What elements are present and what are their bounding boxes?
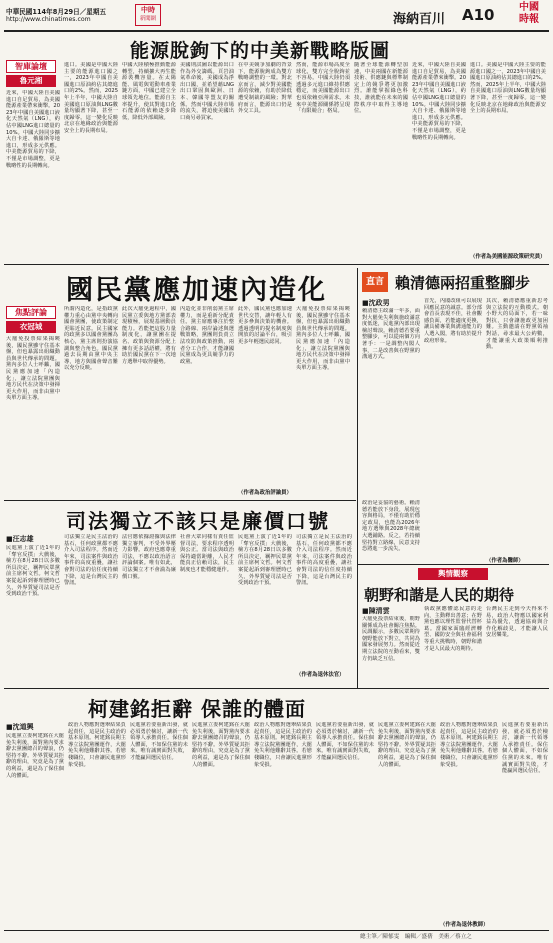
article1-col9: 進口。美國是中國大陸主要的能源進口國之一，2023年中國自美國進口原油約佔其總進口的2%。然而，2025年上半年，中國大陸自美國進口原油與LNG數量均顯著下降，甚至一度歸零。這一變化反映北京在地緣政治與能源安全上的長期布局。 (470, 62, 546, 115)
article1-col1: 近來，中國大陸自美國進口自足貿易，為美國能源產業帶來衝擊。2023年中國自美國進口液化天然氣（LNG），約佔中國LNG進口總量的10%。中國大陸同步擴大自卡達、俄羅斯等地進口，形成多元供應。中美能源貿易的下降，不僅是市場調整，更是戰略性的長期轉向。 (6, 90, 60, 169)
article4-col4: 社會大眾同樣有責任監督司法，要求程序透明與公正。當司法與政治保持適當距離，人民才能真正信賴司法，民主制度也才能穩健運作。 (180, 534, 234, 573)
article6-col1: 民進黨立委柯建銘在大罷免失利後，面對黨內要求辭去黨團總召的聲浪，仍堅持不辭。外界質疑其拒辭的理由，究竟是為了黨的利益，還是為了保住個人的體面。 (6, 733, 64, 779)
masthead-rule (4, 30, 549, 32)
article3-headline: 賴清德兩招重整腳步 (395, 274, 531, 292)
article5-col1: 大罷免投票結束後，朝野關係成為社會關注焦點。民調顯示，多數民眾期待朝野能放下對立，共同為國家發展努力。然而從近期立法院的互動看來，雙方仍缺乏互信。 (362, 616, 420, 662)
article2-headline: 國民黨應加速內造化 (66, 275, 327, 306)
article6-col5: 政治人物應對選舉結果負起責任，這是民主政治的基本原則。柯建銘長期主導立法院黨團運作，大罷免失利他難辭其咎。若戀棧職位，只會讓民進黨形象受損。 (254, 722, 312, 768)
article4-col5: 民進黨上演了近1年的「奪官反撲」大戲後，檢方在8月28日以多數所具決定，羈押民眾黨前主席柯文哲。柯文哲案從起訴到審理歷時已久，外界質疑司法是否受到政治干預。 (238, 534, 292, 587)
article2-bottom-rule (4, 500, 356, 501)
article6-author: ■沈道興 (6, 723, 34, 731)
article2-col5: 此外，國民黨也應加速世代交替，讓年輕人有更多參與決策的機會。透過透明的提名制度與開放的討論平台，吸引更多年輕選民認同。 (238, 306, 292, 345)
article3-col2: 首先，內閣改組可以展現回應民意的誠意。部分部會首長表現不佳，社會觀感負面，若能適度更換，讓具備專業與溝通能力的人選入閣，將有助於提升政府形象。 (424, 298, 482, 344)
article4-col3: 法官應依據證據與法律獨立審判，不受外界壓力影響。政府也應尊重司法，不應以政治語言評論個案。唯有如此，司法獨立才不會淪為廉價口號。 (122, 534, 176, 580)
article5-top-rule (358, 564, 549, 565)
article3-col1: 賴清德主政滿一年多，面對大罷免失利與施政滿意度低迷，民進黨內部出現檢討聲浪。賴清德若要重整腳步，可以從兩個方向著手：一是調整內閣人事，二是改善與在野黨的溝通方式。 (362, 308, 420, 361)
article6-signature: （作者為退休教師） (440, 922, 489, 928)
article4-author: ■汪志雄 (6, 535, 34, 543)
article1-headline: 能源脫鉤下的中美新戰略版圖 (130, 40, 391, 62)
footer-rule (4, 930, 549, 931)
article2-col3: 此次大罷免過程中，國民黨立委與地方黨部表現積極，展現基層動員能力。若能把這股力量制度化，讓黨團在提名、政策與資源分配上擁有更多話語權，將有助於國民黨在下一次地方選舉中取得優勢。 (122, 306, 176, 365)
article3-col5: 政治是妥協的藝術。賴清德若能放下身段，展現包容與格局，不僅有助於穩定政局，也能為2026年地方選舉與2028年總統大選鋪路。反之，若持續堅持對立路線，民意支持恐將進一步流失。 (362, 500, 420, 553)
small-logo-bottom: 新聞網 (139, 16, 157, 22)
article1-col5: 在中美競爭加劇的背景下，能源脫鉤成為雙方戰略調整的一環。對北京而言，減少對美國能源的依賴，有助於降低遭受制裁的風險；對華府而言，能源出口仍是外交工具。 (238, 62, 292, 115)
article6-col7: 民進黨立委柯建銘在大罷免失利後，面對黨內要求辭去黨團總召的聲浪，仍堅持不辭。外界質疑其拒辭的理由，究竟是為了黨的利益，還是為了保住個人的體面。 (378, 722, 436, 768)
article6-col2: 政治人物應對選舉結果負起責任，這是民主政治的基本原則。柯建銘長期主導立法院黨團運作，大罷免失利他難辭其咎。若戀棧職位，只會讓民進黨形象受損。 (68, 722, 126, 768)
article1-col3: 中國大陸積極推動能源轉型，持續擴大再生能源裝機容量。在太陽能、風電與電動車產業鏈方面，中國已建立全球領先地位。能源自主率提升，使其對進口化石能源的依賴逐步降低，降低外部風險。 (122, 62, 176, 121)
article2-col2: 所謂內造化，是指政黨權力重心由黨中央轉向國會黨團，使政策制定更貼近民意。民主國家的政黨多以國會黨團為核心，黨主席則扮演協調與整合角色。國民黨過去長期由黨中央主導，地方與國會聲音難以充分反映。 (64, 306, 118, 372)
article5-col3: 台灣民主走到今天得來不易，政治人物應以國家利益為優先，透過協商與合作化解歧見，才能讓人民安居樂業。 (486, 606, 548, 639)
article6-col6: 民進黨若要重新出發，就必須勇於檢討，讓新一代領導人承擔責任。保住個人體面，不如保住黨的未來。唯有誠實面對失敗，才能贏回選民信任。 (316, 722, 374, 761)
article2-col6: 大罷免投票結果揭曉後，國民黨雖守住基本盤，但也暴露出組織動員與世代傳承的問題。黨內多位人士呼籲，國民黨應加速「內造化」，讓立法院黨團與地方民代在決策中發揮更大作用，而非由黨中央單方面主導。 (296, 306, 350, 372)
section-title: 海納百川 (393, 12, 446, 27)
article3-col3: 其次，賴清德應重新思考與立法院的互動模式。朝小野大的局面下，若一味對抗，只會讓施政更加困難。主動邀請在野黨領袖對話，尋求最大公約數，才能讓重大政策順利推動。 (486, 298, 548, 351)
brand-logo (510, 2, 548, 28)
page-number: A10 (462, 6, 495, 24)
masthead (0, 0, 553, 30)
article4-col1: 民進黨上演了近1年的「奪官反撲」大戲後，檢方在8月28日以多數所具決定，羈押民眾黨前主席柯文哲。柯文哲案從起訴到審理歷時已久，外界質疑司法是否受到政治干預。 (6, 545, 60, 598)
article2-column-label: 焦點評論 (6, 306, 56, 319)
article1-column-label: 智庫論壇 (6, 60, 56, 73)
column-divider-right (357, 268, 358, 688)
article5-col2: 執政黨應體認民意的走向，主動釋出善意；在野黨也應以理性監督代替杯葛。當國家面臨經濟轉型、國防安全與社會福利等重大挑戰時，朝野和諧才是人民最大的期待。 (424, 606, 482, 652)
article6-col9: 民進黨若要重新出發，就必須勇於檢討，讓新一代領導人承擔責任。保住個人體面，不如保住黨的未來。唯有誠實面對失敗，才能贏回選民信任。 (502, 722, 548, 775)
brand-logo-bottom: 時報 (519, 14, 539, 25)
article6-headline: 柯建銘拒辭 保誰的體面 (88, 697, 306, 721)
article4-col2: 司法獨立是民主法治的基石，任何政黨都不應介入司法程序。然而近年來，司法案件與政治事件的高度重疊，讓社會對司法的信任度持續下降，這是台灣民主的警訊。 (64, 534, 118, 587)
article1-col2: 進口。美國是中國大陸主要的能源進口國之一，2023年中國自美國進口原油約佔其總進口的2%。然而，2025年上半年，中國大陸自美國進口原油與LNG數量均顯著下降，甚至一度歸零。這一變化反映北京在地緣政治與能源安全上的長期布局。 (64, 62, 118, 134)
article2-author: 衣冠城 (6, 321, 56, 333)
article1-signature: （作者為美國能源政策研究員） (470, 254, 546, 260)
article3-signature: （作者為醫師） (486, 558, 524, 564)
masthead-date: 中華民國114年8月29日／星期五 (6, 8, 107, 16)
article2-col1: 大罷免投票結果揭曉後，國民黨雖守住基本盤，但也暴露出組織動員與世代傳承的問題。黨內多位人士呼籲，國民黨應加速「內造化」，讓立法院黨團與地方民代在決策中發揮更大作用，而非由黨中央單方面主導。 (6, 336, 60, 402)
article6-col8: 政治人物應對選舉結果負起責任，這是民主政治的基本原則。柯建銘長期主導立法院黨團運作，大罷免失利他難辭其咎。若戀棧職位，只會讓民進黨形象受損。 (440, 722, 498, 768)
article3-author: ■沈政男 (362, 299, 390, 307)
footer-credits: 總主筆／陳郁雯 編輯／盛蒨 美術／蔡立之 (360, 934, 472, 940)
article1-col8: 近來，中國大陸自美國進口自足貿易，為美國能源產業帶來衝擊。2023年中國自美國進口液化天然氣（LNG），約佔中國LNG進口總量的10%。中國大陸同步擴大自卡達、俄羅斯等地進口，形成多元供應。中美能源貿易的下降，不僅是市場調整，更是戰略性的長期轉向。 (412, 62, 466, 141)
brand-logo-top: 中國 (519, 2, 539, 13)
article4-headline: 司法獨立不該只是廉價口號 (66, 509, 330, 533)
article1-col4: 美國則試圖以能源出口作為外交籌碼。頁岩油氣革命後，美國成為淨出口國，並希望藉LNG出口鞏固與歐洲、日本、韓國等盟友的關係。然而中國大陸市場的流失，將迫使美國出口商另尋買家。 (180, 62, 234, 121)
article5-column-label: 輿情觀察 (418, 568, 488, 580)
article1-col7: 隨著全球能源轉型加速，中美兩國在新能源技術、供應鏈與標準制定上的競爭將更加激烈。誰能掌握綠色科技，誰就能在未來的國際秩序中取得主導地位。 (354, 62, 408, 115)
article2-col4: 內造化並非削弱黨主席權力，而是重新分配責任。黨主席應專注於整合路線、兩岸論述與選戰策略，黨團則負責立法攻防與政策推動，兩者分工合作，才能讓國民黨成為更具競爭力的政黨。 (180, 306, 234, 365)
article4-bottom-rule (4, 688, 549, 689)
small-logo-top: 中時 (141, 6, 155, 14)
article6-col3: 民進黨若要重新出發，就必須勇於檢討，讓新一代領導人承擔責任。保住個人體面，不如保住黨的未來。唯有誠實面對失敗，才能贏回選民信任。 (130, 722, 188, 761)
article5-headline: 朝野和諧是人民的期待 (364, 586, 515, 604)
article2-signature: （作者為政治評論員） (238, 490, 292, 496)
article4-col6: 司法獨立是民主法治的基石，任何政黨都不應介入司法程序。然而近年來，司法案件與政治事件的高度重疊，讓社會對司法的信任度持續下降，這是台灣民主的警訊。 (296, 534, 352, 587)
article6-col4: 民進黨立委柯建銘在大罷免失利後，面對黨內要求辭去黨團總召的聲浪，仍堅持不辭。外界質疑其拒辭的理由，究竟是為了黨的利益，還是為了保住個人的體面。 (192, 722, 250, 768)
article1-col6: 然而，能源市場高度全球化，雙方完全脫鉤並不容易。中國大陸仍須透過多元進口維持供應穩定，而美國能源出口也須依賴亞洲需求。未來中美能源關係將呈現「有限競合」格局。 (296, 62, 350, 115)
masthead-site[interactable]: http://www.chinatimes.com (6, 16, 91, 23)
article4-signature: （作者為退休法官） (296, 672, 345, 678)
small-logo (135, 4, 161, 26)
article1-author: 魯元湘 (6, 75, 56, 87)
article5-author: ■陳清雲 (362, 607, 390, 615)
article3-column-label: 直言 (362, 272, 388, 292)
article1-bottom-rule (4, 264, 549, 265)
